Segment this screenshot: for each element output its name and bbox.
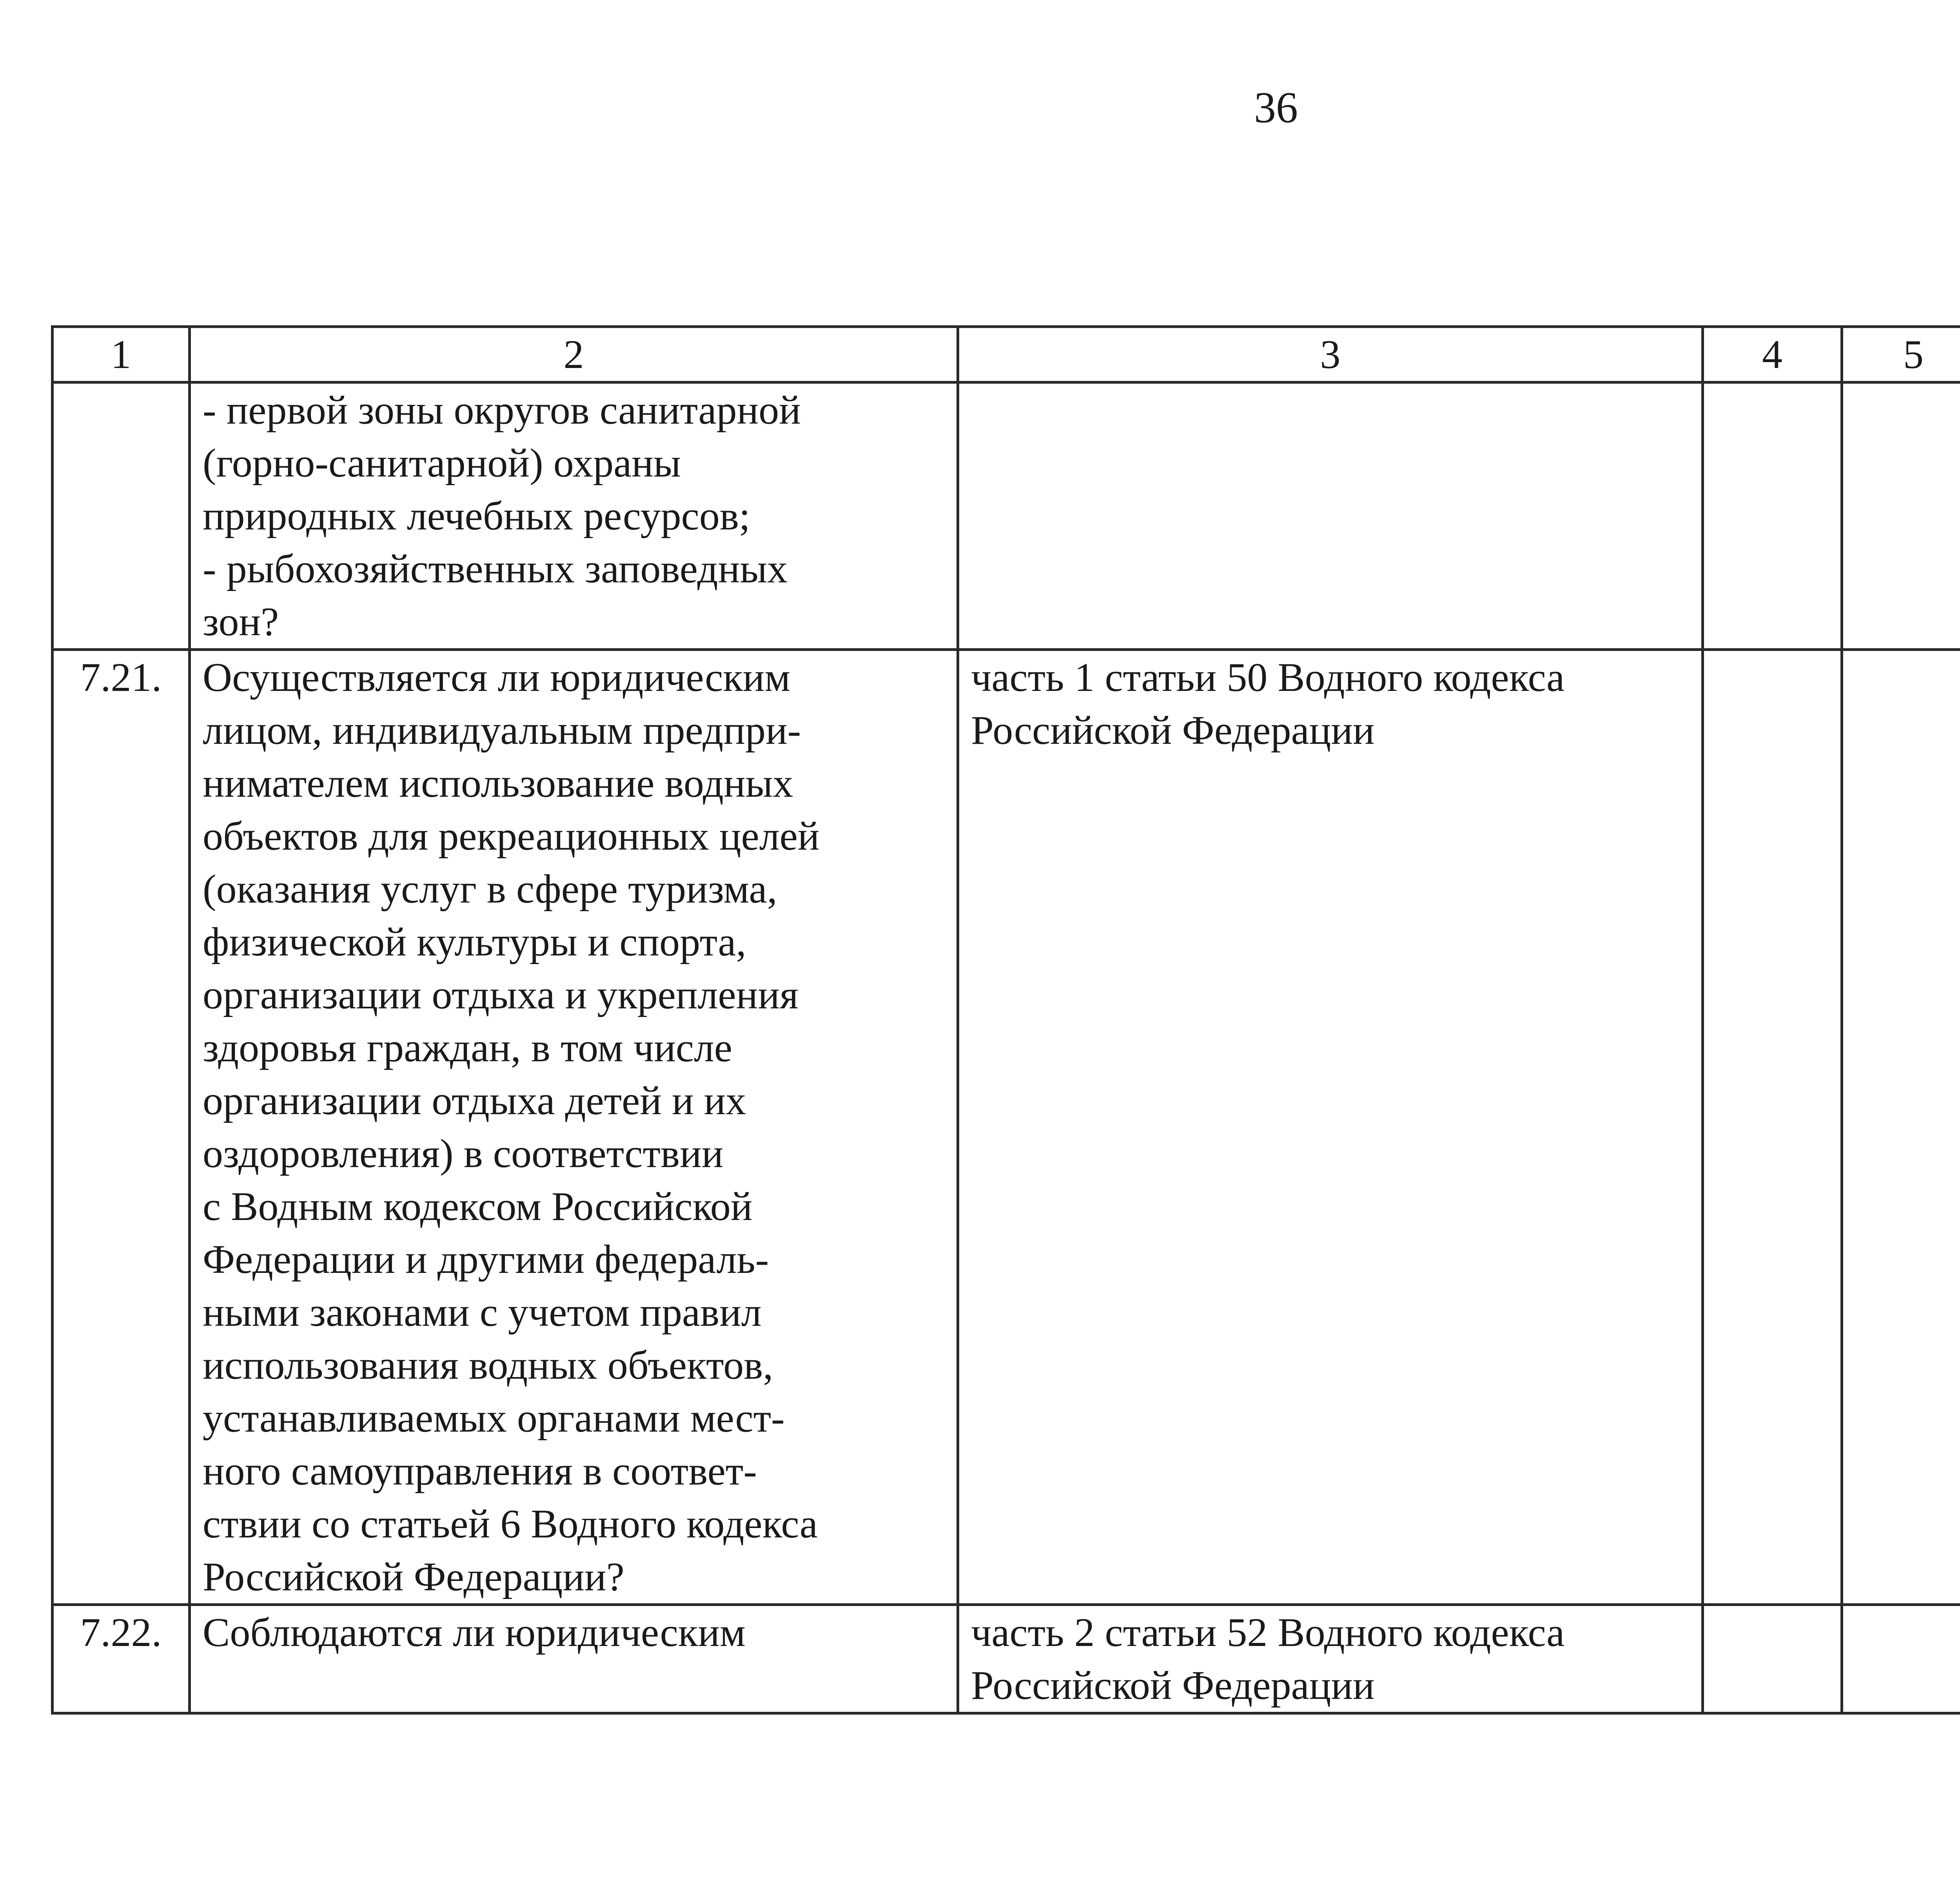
question-line: объектов для рекреационных целей [203,814,820,859]
question-line: лицом, индивидуальным предпри- [203,708,801,753]
empty-cell-col-5 [1842,650,1960,1605]
question-line: устанавливаемых органами мест- [203,1396,785,1441]
question-line: оздоровления) в соответствии [203,1131,724,1176]
question-cell [190,650,958,1605]
header-col-1: 1 [53,327,190,382]
question-line: использования водных объектов, [203,1343,773,1388]
header-col-4: 4 [1703,327,1842,382]
question-line: - первой зоны округов санитарной [203,388,801,433]
question-line: организации отдыха детей и их [203,1078,746,1123]
table-row [53,1605,1960,1713]
reference-cell: часть 2 статьи 52 Водного кодекса Российской Федерации [958,1605,1703,1713]
question-line: нимателем использование водных [203,761,793,806]
empty-cell-col-5 [1842,382,1960,650]
reference-cell: часть 1 статьи 50 Водного кодекса Российской Федерации [958,650,1703,1605]
table-row [53,650,1960,1605]
empty-cell-col-5 [1842,1605,1960,1713]
question-line: Российской Федерации? [203,1554,624,1599]
question-line: ного самоуправления в соответ- [203,1448,757,1494]
empty-cell-col-4 [1703,382,1842,650]
question-cell [190,1605,958,1713]
header-col-2: 2 [190,327,958,382]
table-header [53,327,1960,382]
table-row [53,382,1960,650]
question-line: здоровья граждан, в том числе [203,1025,733,1070]
question-line: Федерации и другими федераль- [203,1237,769,1282]
row-number-cell: 7.22. [53,1605,190,1713]
empty-cell-col-4 [1703,650,1842,1605]
question-line: физической культуры и спорта, [203,919,746,964]
question-line: Осуществляется ли юридическим [203,655,791,700]
header-row [53,327,1960,382]
question-line: Соблюдаются ли юридическим [203,1610,746,1655]
question-line: природных лечебных ресурсов; [203,493,750,538]
question-line: ными законами с учетом правил [203,1290,762,1335]
question-line: с Водным кодексом Российской [203,1184,753,1229]
question-line: (оказания услуг в сфере туризма, [203,866,777,912]
header-col-3: 3 [958,327,1703,382]
question-line: организации отдыха и укрепления [203,972,799,1017]
row-number-cell: 7.21. [53,650,190,1605]
row-number-cell [53,382,190,650]
header-col-5: 5 [1842,327,1960,382]
page-number: 36 [1254,83,1298,132]
question-cell [190,382,958,650]
question-line: зон? [203,599,279,644]
question-line: ствии со статьей 6 Водного кодекса [203,1501,818,1546]
checklist-table [51,325,1960,1715]
empty-cell-col-4 [1703,1605,1842,1713]
question-line: (горно-санитарной) охраны [203,440,681,486]
question-line: - рыбохозяйственных заповедных [203,546,788,591]
reference-cell [958,382,1703,650]
